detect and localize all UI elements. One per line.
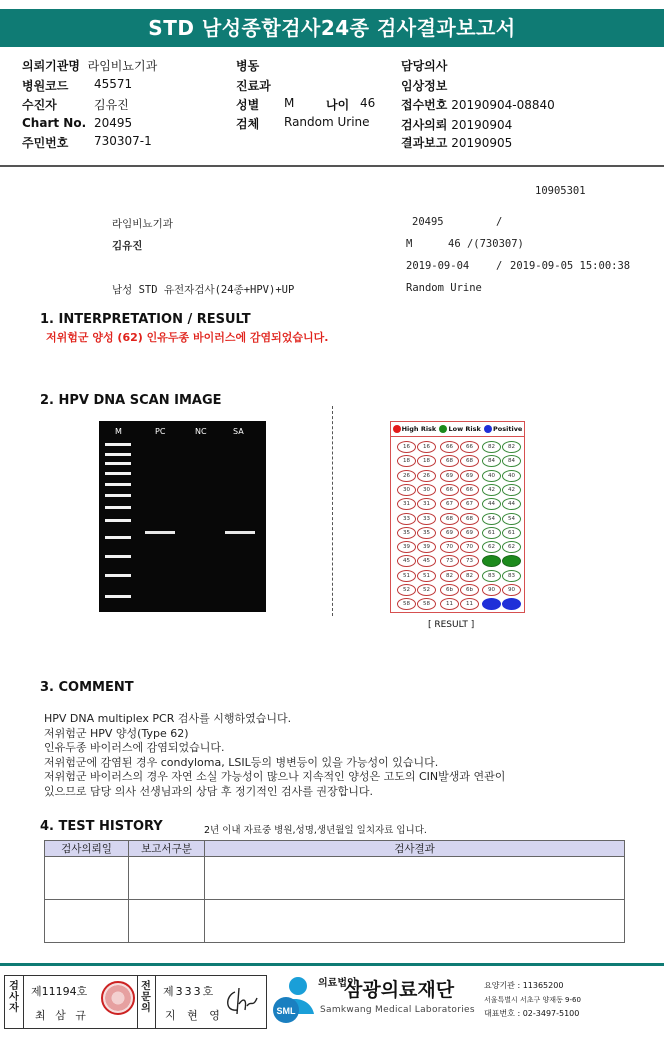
patient-name-row: 수진자 김유진 (22, 98, 129, 112)
detail-test-name: 남성 STD 유전자검사(24종+HPV)+UP (112, 284, 295, 296)
hpv-type-oval: 6b (440, 584, 459, 596)
hpv-type-oval: 51 (397, 570, 416, 582)
hospital-name-row: 의뢰기관명 라임비뇨기과 (22, 59, 158, 73)
hpv-type-oval: 44 (482, 498, 501, 510)
hpv-type-oval: 54 (502, 513, 521, 525)
signature-icon (221, 984, 261, 1020)
org-phone: 대표번호 : 02-3497-5100 (484, 1009, 580, 1018)
hpv-type-oval: 30 (397, 484, 416, 496)
request-date-row: 검사의뢰 20190904 (401, 118, 513, 132)
hpv-type-oval: 83 (482, 570, 501, 582)
comment-line: 인유두종 바이러스에 감염되었습니다. (44, 741, 225, 754)
inspector-name: 최 삼 규 (35, 1009, 89, 1022)
comment-line: 저위험군에 감염된 경우 condyloma, LSIL등의 병변등이 있을 가능성이 있습니다. (44, 755, 439, 769)
ladder-band (105, 443, 131, 446)
col-result: 검사결과 (205, 841, 625, 857)
scan-image-title: 2. HPV DNA SCAN IMAGE (40, 393, 222, 408)
org-name: 삼광의료재단 (344, 979, 455, 1001)
detail-date-received: 2019-09-04 (406, 260, 470, 272)
sml-logo-icon (270, 974, 318, 1026)
ladder-band (105, 506, 131, 509)
gel-lane-label: PC (155, 427, 166, 436)
hpv-type-oval: 52 (397, 584, 416, 596)
specialist-tag: 전 문 의 (141, 981, 151, 1014)
legend-low-risk: Low Risk (439, 425, 480, 433)
footer-divider (0, 963, 664, 966)
detail-age-id: 46 /(730307) (448, 238, 524, 250)
history-title: 4. TEST HISTORY (40, 819, 163, 834)
sml-logo-text: SML (276, 1006, 296, 1016)
org-prefix: 의료법인 (318, 978, 357, 989)
detail-date-reported: 2019-09-05 15:00:38 (510, 260, 631, 272)
sign-divider (155, 976, 156, 1028)
header-divider (0, 165, 664, 167)
col-request-date: 검사의뢰일 (45, 841, 129, 857)
interpretation-text: 저위험군 양성 (62) 인유두종 바이러스에 감염되었습니다. (46, 331, 329, 344)
gel-lane-label: SA (233, 427, 244, 436)
interpretation-title: 1. INTERPRETATION / RESULT (40, 312, 251, 327)
inspector-tag: 검 사 자 (9, 981, 19, 1014)
hpv-type-oval: 70 (440, 541, 459, 553)
hpv-type-oval: 44 (502, 498, 521, 510)
hpv-type-oval: 6b (460, 584, 479, 596)
hpv-type-oval: 84 (482, 455, 501, 467)
specialist-number: 제333호 (163, 985, 216, 998)
hpv-type-oval: 68 (440, 455, 459, 467)
hpv-type-oval: 16 (417, 441, 436, 453)
resident-no-row: 주민번호 730307-1 (22, 134, 152, 150)
comment-line: 저위험군 바이러스의 경우 자연 소실 가능성이 많으나 지속적인 양성은 고도의 CIN발생과 연관이 (44, 770, 506, 783)
comment-line: 있으므로 담당 의사 선생님과의 상담 후 정기적인 검사를 권장합니다. (44, 784, 373, 798)
comment-title: 3. COMMENT (40, 680, 134, 695)
hpv-type-oval: 39 (397, 541, 416, 553)
ladder-band (105, 483, 131, 486)
detail-specimen: Random Urine (406, 282, 482, 294)
ladder-band (105, 472, 131, 475)
sign-divider (23, 976, 24, 1028)
hpv-type-oval: 26 (397, 470, 416, 482)
ward-row: 병동 (236, 59, 260, 73)
hpv-type-oval: 69 (440, 527, 459, 539)
hpv-type-oval: 31 (417, 498, 436, 510)
hpv-type-oval: 82 (482, 441, 501, 453)
detail-sex: M (406, 238, 413, 250)
comment-line: HPV DNA multiplex PCR 검사를 시행하였습니다. (44, 712, 292, 725)
chart-no-row: Chart No. 20495 (22, 116, 133, 130)
hpv-type-oval: 39 (417, 541, 436, 553)
detail-chart: 20495 (412, 216, 444, 228)
ladder-band (105, 574, 131, 577)
detail-date-sep: / (496, 260, 503, 272)
hpv-type-oval: 30 (417, 484, 436, 496)
table-row (45, 900, 625, 943)
hpv-type-oval: 61 (482, 527, 501, 539)
hpv-type-oval: 81 (502, 555, 521, 567)
department-row: 진료과 (236, 79, 271, 93)
red-dot-icon (393, 425, 401, 433)
comment-body (44, 712, 505, 799)
hpv-type-oval (502, 598, 521, 610)
hpv-type-oval: 66 (440, 441, 459, 453)
sex-row: 성별 M (236, 96, 295, 112)
hpv-type-oval: 42 (482, 484, 501, 496)
detail-slash: / (496, 216, 503, 228)
gel-image (99, 421, 266, 612)
org-code: 요양기관 : 11365200 (484, 981, 564, 990)
hpv-type-oval: 70 (460, 541, 479, 553)
hpv-type-oval: 90 (482, 584, 501, 596)
sa-band (225, 531, 255, 534)
hpv-type-oval: 66 (460, 484, 479, 496)
hpv-type-oval: 45 (417, 555, 436, 567)
signature-box (4, 975, 267, 1029)
table-header-row (45, 841, 625, 857)
ladder-band (105, 462, 131, 465)
green-dot-icon (439, 425, 447, 433)
hpv-type-oval: 81 (482, 555, 501, 567)
ladder-band (105, 536, 131, 539)
result-grid (390, 421, 525, 613)
specimen-row: 검체 Random Urine (236, 115, 370, 131)
detail-clinic: 라임비뇨기과 (112, 218, 173, 230)
hpv-type-oval: 69 (460, 470, 479, 482)
hpv-type-oval: 82 (460, 570, 479, 582)
doctor-row: 담당의사 (401, 59, 448, 73)
hpv-type-oval: 62 (482, 541, 501, 553)
hpv-type-oval: 68 (460, 455, 479, 467)
seal-icon (101, 981, 135, 1015)
org-address: 서울특별시 서초구 양재동 9-60 (484, 996, 581, 1004)
hpv-type-oval: 82 (502, 441, 521, 453)
hpv-type-oval: 66 (460, 441, 479, 453)
gel-lane-label: NC (195, 427, 207, 436)
detail-patient: 김유진 (112, 240, 143, 252)
hpv-type-oval: 68 (460, 513, 479, 525)
clinical-info-row: 임상정보 (401, 79, 448, 93)
receipt-no-row: 접수번호 20190904-08840 (401, 98, 555, 112)
hpv-type-oval: 33 (417, 513, 436, 525)
hpv-type-oval: 31 (397, 498, 416, 510)
history-note: 2년 이내 자료중 병원,성명,생년월일 일치자료 입니다. (204, 825, 427, 836)
scan-divider (332, 406, 333, 616)
hpv-type-oval: 83 (502, 570, 521, 582)
pc-band (145, 531, 175, 534)
hpv-type-oval: 58 (417, 598, 436, 610)
hpv-type-oval: 90 (502, 584, 521, 596)
hpv-type-oval: 42 (502, 484, 521, 496)
hpv-type-oval: 16 (397, 441, 416, 453)
hpv-type-oval: 62 (502, 541, 521, 553)
ladder-band (105, 453, 131, 456)
hpv-type-oval: 52 (417, 584, 436, 596)
hpv-type-oval: 26 (417, 470, 436, 482)
table-row (45, 857, 625, 900)
blue-dot-icon (484, 425, 492, 433)
hpv-type-oval: 18 (417, 455, 436, 467)
hpv-type-oval: 54 (482, 513, 501, 525)
result-legend (391, 422, 524, 437)
hpv-type-oval: 18 (397, 455, 416, 467)
sign-divider (137, 976, 138, 1028)
report-number: 10905301 (535, 185, 586, 197)
hpv-type-oval: 66 (440, 484, 459, 496)
gel-lane-label: M (115, 427, 122, 436)
age-row: 나이 46 (326, 96, 376, 112)
ladder-band (105, 595, 131, 598)
hpv-type-oval: 58 (397, 598, 416, 610)
hpv-type-oval: 69 (440, 470, 459, 482)
org-english-name: Samkwang Medical Laboratories (320, 1005, 475, 1015)
hpv-type-oval: 33 (397, 513, 416, 525)
report-date-row: 결과보고 20190905 (401, 136, 513, 150)
hpv-type-oval: 11 (440, 598, 459, 610)
hpv-type-oval: 35 (417, 527, 436, 539)
hpv-type-oval: 73 (460, 555, 479, 567)
comment-line: 저위험군 HPV 양성(Type 62) (44, 726, 189, 740)
hpv-type-oval: 82 (440, 570, 459, 582)
report-title: STD 남성종합검사24종 검사결과보고서 (0, 9, 664, 47)
legend-positive: Positive (484, 425, 522, 433)
hpv-type-oval: 69 (460, 527, 479, 539)
hpv-type-oval: 40 (482, 470, 501, 482)
hpv-type-oval: 67 (460, 498, 479, 510)
hospital-code-row: 병원코드 45571 (22, 77, 133, 93)
hpv-type-oval: 51 (417, 570, 436, 582)
history-table (44, 840, 625, 943)
ladder-band (105, 519, 131, 522)
ladder-band (105, 555, 131, 558)
legend-high-risk: High Risk (393, 425, 437, 433)
hpv-type-oval: 35 (397, 527, 416, 539)
hpv-type-oval: 11 (460, 598, 479, 610)
hpv-type-oval: 40 (502, 470, 521, 482)
hpv-type-oval: 45 (397, 555, 416, 567)
result-caption: [ RESULT ] (428, 620, 475, 630)
hpv-type-oval: 73 (440, 555, 459, 567)
ladder-band (105, 494, 131, 497)
hpv-type-oval (482, 598, 501, 610)
col-report-type: 보고서구분 (129, 841, 205, 857)
inspector-number: 제11194호 (31, 985, 88, 998)
hpv-type-oval: 68 (440, 513, 459, 525)
hpv-type-oval: 61 (502, 527, 521, 539)
specialist-name: 지 현 영 (165, 1009, 224, 1022)
hpv-type-oval: 84 (502, 455, 521, 467)
hpv-type-oval: 67 (440, 498, 459, 510)
